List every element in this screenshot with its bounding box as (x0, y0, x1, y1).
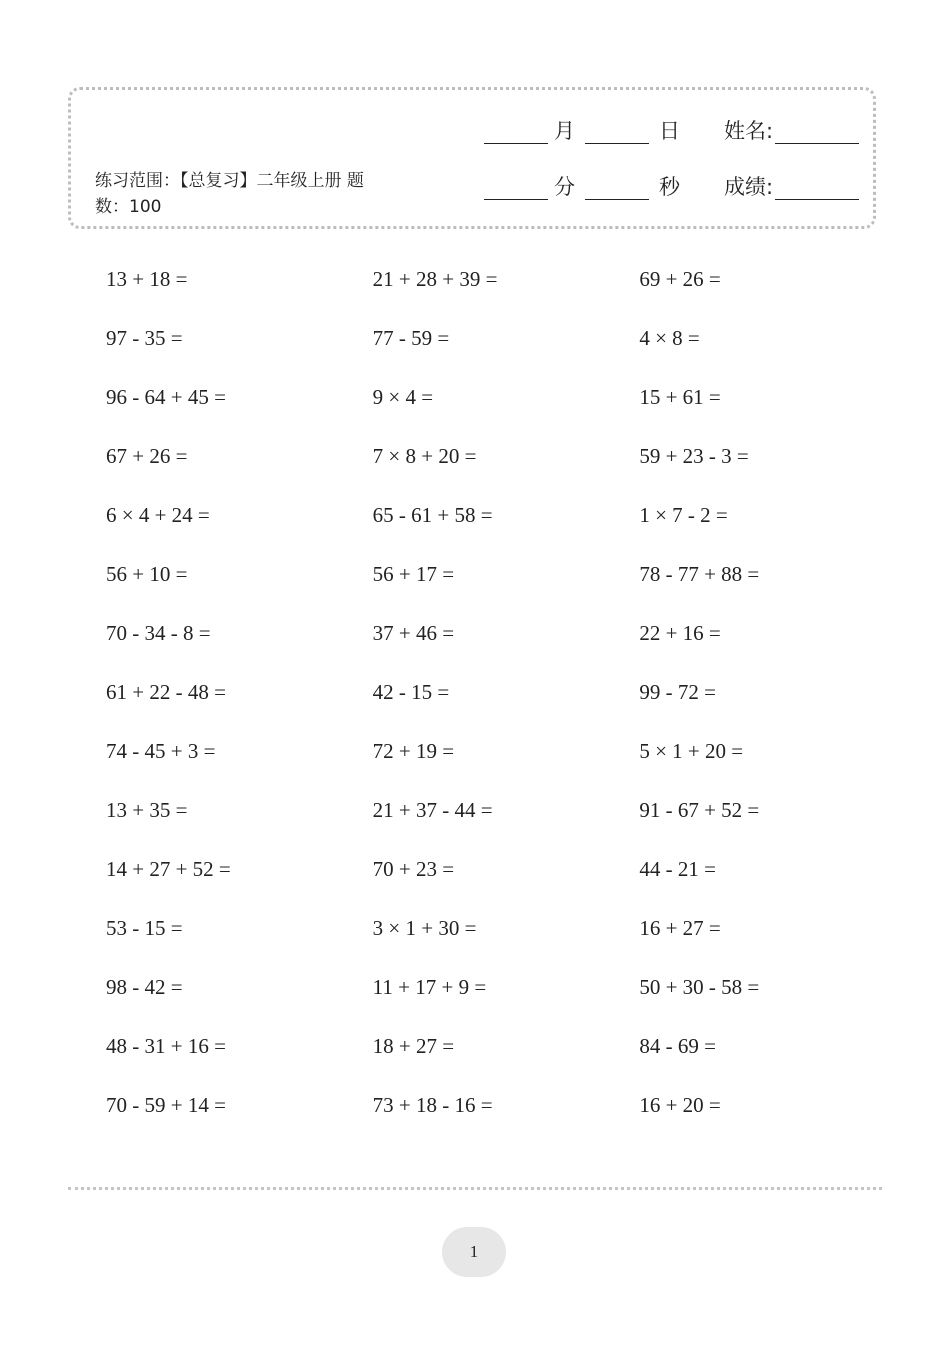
problem-item: 91 - 67 + 52 = (639, 798, 760, 822)
problem-item: 50 + 30 - 58 = (639, 975, 760, 999)
problem-row (106, 1017, 906, 1076)
problem-row (106, 781, 906, 840)
problem-item: 77 - 59 = (372, 326, 450, 350)
problem-item: 98 - 42 = (106, 975, 183, 999)
bottom-divider (68, 1187, 882, 1190)
problem-row (106, 309, 906, 368)
name-blank[interactable] (775, 121, 859, 144)
problem-item: 21 + 28 + 39 = (372, 267, 498, 291)
problem-item: 3 × 1 + 30 = (372, 916, 477, 940)
problem-item: 21 + 37 - 44 = (372, 798, 493, 822)
name-label: 姓名: (724, 119, 774, 143)
problem-item: 13 + 35 = (106, 798, 188, 822)
page-number: 1 (469, 1242, 479, 1261)
problem-item: 70 - 59 + 14 = (106, 1093, 226, 1117)
problem-item: 1 × 7 - 2 = (639, 503, 728, 527)
day-label: 日 (659, 119, 680, 143)
problem-item: 59 + 23 - 3 = (639, 444, 749, 468)
problem-row (106, 250, 906, 309)
problem-item: 48 - 31 + 16 = (106, 1034, 226, 1058)
problem-item: 5 × 1 + 20 = (639, 739, 744, 763)
problem-item: 44 - 21 = (639, 857, 716, 881)
problem-item: 13 + 18 = (106, 267, 188, 291)
problem-item: 99 - 72 = (639, 680, 716, 704)
problem-item: 70 + 23 = (372, 857, 455, 881)
month-blank[interactable] (484, 121, 548, 144)
problem-grid (106, 250, 906, 1135)
problem-item: 53 - 15 = (106, 916, 183, 940)
day-blank[interactable] (585, 121, 649, 144)
problem-row (106, 840, 906, 899)
problem-row (106, 1076, 906, 1135)
problem-row (106, 958, 906, 1017)
problem-item: 73 + 18 - 16 = (372, 1093, 493, 1117)
page-number-badge (442, 1227, 506, 1277)
problem-item: 15 + 61 = (639, 385, 721, 409)
problem-item: 16 + 20 = (639, 1093, 721, 1117)
problem-item: 96 - 64 + 45 = (106, 385, 226, 409)
problem-item: 7 × 8 + 20 = (372, 444, 477, 468)
minute-label: 分 (554, 175, 575, 199)
problem-item: 69 + 26 = (639, 267, 721, 291)
problem-item: 11 + 17 + 9 = (372, 975, 487, 999)
problem-row (106, 899, 906, 958)
second-label: 秒 (659, 175, 680, 199)
problem-item: 37 + 46 = (372, 621, 455, 645)
problem-item: 74 - 45 + 3 = (106, 739, 216, 763)
month-label: 月 (554, 119, 575, 143)
problem-item: 78 - 77 + 88 = (639, 562, 760, 586)
problem-item: 84 - 69 = (639, 1034, 716, 1058)
problem-item: 72 + 19 = (372, 739, 455, 763)
problem-item: 67 + 26 = (106, 444, 188, 468)
score-blank[interactable] (775, 177, 859, 200)
problem-row (106, 663, 906, 722)
score-label: 成绩: (724, 175, 774, 199)
problem-item: 9 × 4 = (372, 385, 434, 409)
problem-item: 56 + 10 = (106, 562, 188, 586)
problem-item: 61 + 22 - 48 = (106, 680, 226, 704)
problem-row (106, 722, 906, 781)
problem-item: 18 + 27 = (372, 1034, 455, 1058)
problem-item: 42 - 15 = (372, 680, 450, 704)
problem-item: 97 - 35 = (106, 326, 183, 350)
problem-row (106, 486, 906, 545)
minute-blank[interactable] (484, 177, 548, 200)
second-blank[interactable] (585, 177, 649, 200)
problem-item: 16 + 27 = (639, 916, 721, 940)
problem-item: 70 - 34 - 8 = (106, 621, 211, 645)
problem-item: 6 × 4 + 24 = (106, 503, 210, 527)
date-name-row (484, 114, 859, 144)
problem-item: 4 × 8 = (639, 326, 700, 350)
problem-row (106, 427, 906, 486)
problem-item: 65 - 61 + 58 = (372, 503, 493, 527)
problem-item: 22 + 16 = (639, 621, 721, 645)
time-score-row (484, 170, 859, 200)
problem-item: 14 + 27 + 52 = (106, 857, 231, 881)
problem-item: 56 + 17 = (372, 562, 455, 586)
practice-scope-label: 练习范围：【总复习】二年级上册 题数：100 (95, 171, 364, 217)
problem-row (106, 368, 906, 427)
problem-row (106, 545, 906, 604)
problem-row (106, 604, 906, 663)
